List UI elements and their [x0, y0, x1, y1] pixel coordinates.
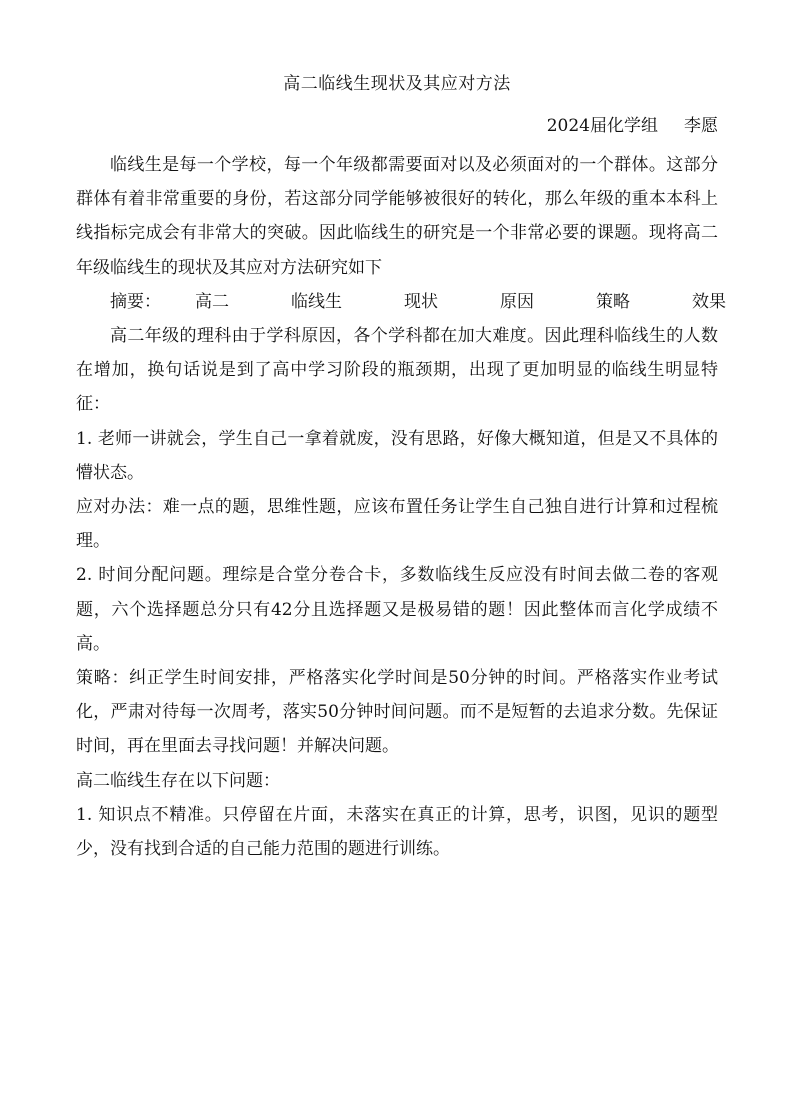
- byline-author: 李愿: [684, 116, 718, 136]
- byline: [547, 114, 718, 138]
- abstract-keyword: 高二: [195, 291, 229, 312]
- abstract-keyword: 原因: [500, 291, 534, 312]
- abstract-keyword: 效果: [692, 291, 726, 312]
- list-item-1: 1. 老师一讲就会，学生自己一拿着就废，没有思路，好像大概知道，但是又不具体的懵状态。: [76, 428, 718, 483]
- abstract-keyword: 临线生: [291, 291, 342, 312]
- response-paragraph: 应对办法：难一点的题，思维性题，应该布置任务让学生自己独自进行计算和过程梳理。: [76, 497, 718, 552]
- abstract-keyword: 现状: [404, 291, 438, 312]
- intro-paragraph: 临线生是每一个学校，每一个年级都需要面对以及必须面对的一个群体。这部分群体有着非常重要的身份，若这部分同学能够被很好的转化，那么年级的重本本科上线指标完成会有非常大的突破。因此临线生的研究是一个非常必要的课题。现将高二年级临线生的现状及其应对方法研究如下: [76, 155, 718, 278]
- abstract-label: 摘要：: [110, 291, 161, 312]
- list-item-2: 2. 时间分配问题。理综是合堂分卷合卡，多数临线生反应没有时间去做二卷的客观题，六个选择题总分只有42分且选择题又是极易错的题！因此整体而言化学成绩不高。: [76, 565, 718, 654]
- document-body: [76, 148, 726, 866]
- document-title: 高二临线生现状及其应对方法: [283, 74, 511, 94]
- problem-item-1: 1. 知识点不精准。只停留在片面，未落实在真正的计算，思考，识图，见识的题型少，没有找到合适的自己能力范围的题进行训练。: [76, 804, 718, 860]
- abstract-line: [76, 285, 726, 319]
- abstract-keyword: 策略: [596, 291, 630, 312]
- grade-paragraph: 高二年级的理科由于学科原因，各个学科都在加大难度。因此理科临线生的人数在增加，换句话说是到了高中学习阶段的瓶颈期，出现了更加明显的临线生明显特征：: [76, 326, 718, 415]
- byline-group: 2024届化学组: [546, 116, 658, 136]
- problems-heading: 高二临线生存在以下问题：: [76, 770, 280, 791]
- strategy-paragraph: 策略：纠正学生时间安排，严格落实化学时间是50分钟的时间。严格落实作业考试化，严肃对待每一次周考，落实50分钟时间问题。而不是短暂的去追求分数。先保证时间，再在里面去寻找问题！并解决问题。: [76, 668, 718, 757]
